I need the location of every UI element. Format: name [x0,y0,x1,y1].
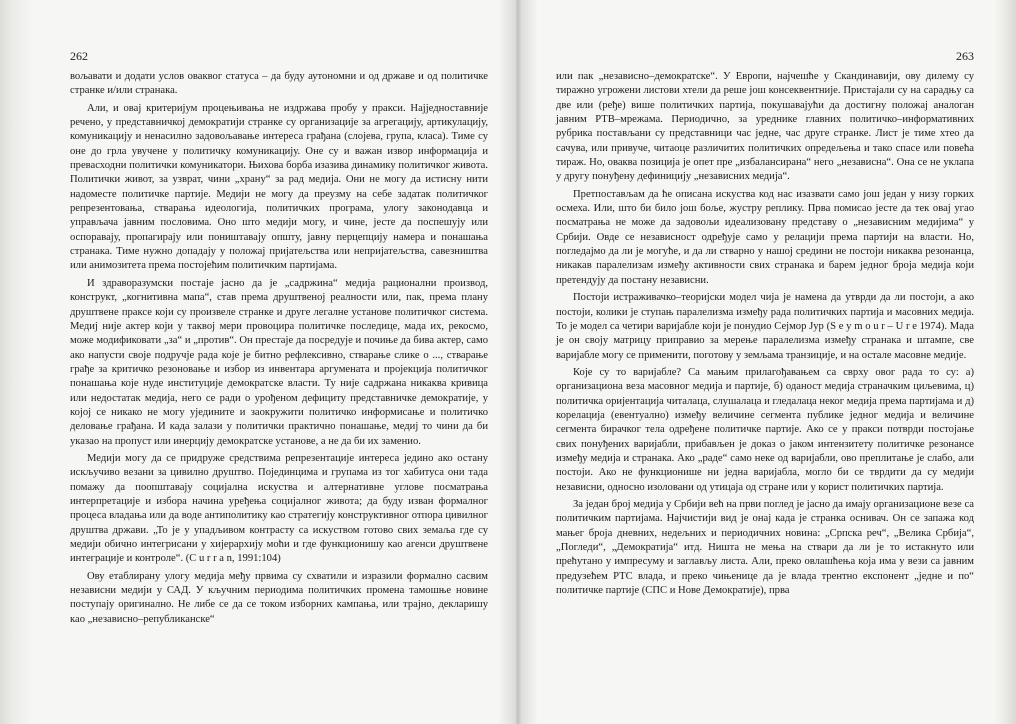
page-edge-right [994,0,1016,724]
left-page-number: 262 [70,49,88,63]
right-paragraph-1: или пак „независно–демократске“. У Европи, најчешће у Скандинавији, ову дилему су тиражно угрожени листови хтели да реше још консеквентније. Пристајали су на сарадњу са две или (ређе) више политичких партија, покушавајући да достигну положај аналоган јавним РТВ–мрежама. Периодично, за уреднике главних политичко–информативних рубрика постављани су представници час једне, час друге странке. Лист је тиме хтео да сачува, или привуче, читаоце различитих политичких опредељења и тако спасе или повећа тираж. Но, оваква позиција је опет пре „избалансирана“ него „независна“. Она се не уклапа у другу понуђену дефиницију „независних медија“. [556,71,974,183]
right-page-number: 263 [956,49,974,63]
left-paragraph-1: вољавати и додати услов оваквог статуса – да буду аутономни и од државе и од политичке странке и/или странака. [70,71,488,97]
book-gutter [498,0,538,724]
right-paragraph-3: Постоји истраживачко–теоријски модел чија је намена да утврди да ли постоји, а ако постоји, колики је ступањ паралелизма између рада политичких партија и масовних медија. То је модел са четири варијабле који је понудио Сејмор Јур (S e y m o u r – U r e 1974). Мада је он своју матрицу приправио за мерење паралелизма између странака и штампе, све варијабле могу се применити, поготову у земљама транзиције, и на остале масовне медије. [556,292,974,361]
page-edge-left [0,0,34,724]
left-paragraph-2: Али, и овај критеријум процењивања не издржава пробу у пракси. Најједноставније речено, у представничкој демократији странке су организације за агрегацију, артикулацију, комуникацију и ненасилно задовољавање интереса грађана (слојева, група, класа). Тиме су оне до грла увучене у политичку комуникацију. Оне су и важан извор информација и превасходни политички комуникатори. Њихова борба изазива динамику политичког живота. Политички живот, за узврат, чини „храну“ за рад медија. Они не могу да истисну нити надоместе политичке партије. Медији не могу да преузму на себе задатак политичког репрезентовања, стварања идеологија, политичких програма, улогу законодавца и управљача јавним пословима. Оно што медији могу, и чине, јесте да поспешују или оспоравају, пропагирају или поништавају општу, јавну перцепцију намера и понашања странака. Тиме нужно допадају у положај пријатељства или непријатељства, савезништва или анимозитета према постојећим политичким партијама. [70,102,488,272]
left-paragraph-3: И здраворазумски постаје јасно да је „садржина“ медија рационални производ, конструкт, „когнитивна мапа“, став према друштвеној реалности или, пак, према плану друштвене праксе који су произвеле странке и друге легалне установе политичког система. Медиј није актер који у таквој мери провоцира политичке последице, мада их, рекосмо, може модификовати „за“ и „против“. Он престаје да посредује и почиње да бива актер, само ако напусти своје подручје рада које је битно рефлексивно, стварање слике о ..., стварање грађе за критичко резоновање и избор из инвентара аргумената и пројекција политичког понашања које нуде институције демократске власти. Ту није садржана никаква кривица или недостатак медија, него се ради о урођеном дефициту представничке демократије, у којој се никако не могу уједините и заокружити политичко информисање и политичко деловање грађана. И када залази у политички практично понашање, медиј то чини да би указао на пропуст или инерцију демократске установе, а не да би их заменио. [70,277,488,447]
left-paragraph-4: Медији могу да се придруже средствима репрезентације интереса једино ако остану искључиво везани за цивилно друштво. Појединцима и групама из тог хабитуса они тада помажу да поопштавају социјална искуства и алтернативне углове посматрања интерпретације и избора начина уређења социјалног живота; да буду изван формалног процеса владања или да воде антиполитику као стратегију конструктивног отпора цивилног друштва држави. „То је у упадљивом контрасту са искуством готово свих земаља где су медији обично интегрисани у хијерархију моћи и где функционишу као агенси друштвене интеграције и контроле“. (C u r r a n, 1991:104) [70,452,488,565]
right-page-text [556,70,974,601]
left-paragraph-5: Ову етаблирану улогу медија међу првима су схватили и изразили формално сасвим независни медији у САД. У кључним периодима политичких промена тамошње новине поступају оригинално. Не либе се да се током изборних кампања, или трајно, декларишу као „независно–републиканске“ [70,570,488,625]
right-paragraph-5: За један број медија у Србији већ на први поглед је јасно да имају организационе везе са политичким партијама. Најчистији вид је онај када је странка оснивач. Он се запажа код мањег броја дневних, недељних и периодичних новина: „Српска реч“, „Велика Србија“, „Погледи“, „Демократија“ итд. Ништа не мења на ствари да ли је то истакнуто или прећутано у импресуму и заглављу листа. Али, преко овлашћења која има у вези са јавним предузећем РТС влада, и преко чињенице да је влада трентно експонент „једне и по“ политичке партије (СПС и Нове Демократије), прва [556,498,974,597]
right-paragraph-2: Претпостављам да ће описана искуства код нас изазвати само још један у низу горких осмеха. Или, што би било још боље, жустру реплику. Прва помисао јесте да тек овај угао посматрања не може да задовољи идеализовану представу о „независним медијима“ у Србији. Овде се независност одређује само у релацији према партији на власти. Но, погледајмо да ли је могуће, и да ли стварно у нашој средини не постоји никаква резонанца, никакав паралелизам између активности свих странака и барем једног броја медија који претендују да постану независни. [556,188,974,286]
left-page-text [70,70,488,630]
left-page [70,0,488,724]
right-page [556,0,974,724]
right-paragraph-4: Које су то варијабле? Са мањим прилагођавањем са сврху овог рада то су: а) организациона веза масовног медија и партије, б) оданост медија страначким циљевима, ц) политичка оријентација читалаца, слушалаца и гледалаца неког медија према партијама и д) корелација (евентуално) између величине сегмента публике једног медија и величине сегмента бирачког тела одређене политичке партије. Ако се у пракси потврди постојање свих понуђених варијабли, прибављен је доказ о јаком интензитету политичке резонансе између медија и странака. Ако „раде“ само неке од варијабли, ово преплитање је слабо, али постоји. Ако не функционише ни једна варијабла, могло би се тврдити да су медији независни, односно изоловани од утицаја од стране или у корист политичких партија. [556,366,974,493]
